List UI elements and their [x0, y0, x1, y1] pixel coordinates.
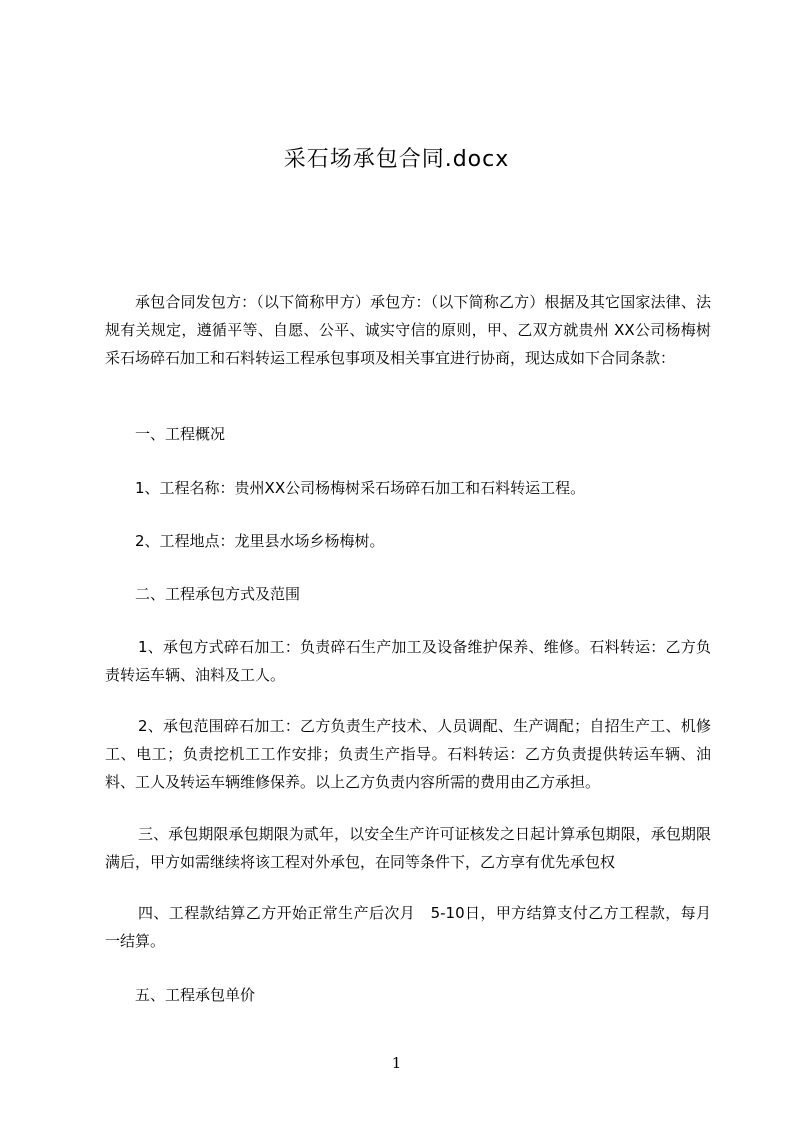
section1-item1: 1、工程名称：贵州XX公司杨梅树采石场碎石加工和石料转运工程。	[135, 479, 586, 497]
section2-heading: 二、工程承包方式及范围	[135, 585, 301, 603]
section2-item2: 2、承包范围碎石加工：乙方负责生产技术、人员调配、生产调配；自招生产工、机修工、电工；负责挖机工工作安排；负责生产指导。石料转运：乙方负责提供转运车辆、油料、工人及转运车辆维修保养。以上乙方负责内容所需的费用由乙方承担。	[105, 717, 711, 791]
section1-item2: 2、工程地点：龙里县水场乡杨梅树。	[135, 532, 385, 550]
intro-paragraph: 承包合同发包方：（以下简称甲方）承包方：（以下简称乙方）根据及其它国家法律、法规有关规定，遵循平等、自愿、公平、诚实守信的原则，甲、乙双方就贵州 XX公司杨梅树采石场碎石加工和石料转运工程承包事项及相关事宜进行协商，现达成如下合同条款：	[105, 293, 711, 367]
section1-heading: 一、工程概况	[135, 425, 226, 443]
section2-item1: 1、承包方式碎石加工：负责碎石生产加工及设备维护保养、维修。石料转运：乙方负责转运车辆、油料及工人。	[105, 638, 711, 684]
section4-paragraph: 四、工程款结算乙方开始正常生产后次月 5-10日，甲方结算支付乙方工程款，每月一结算。	[105, 904, 711, 950]
page-number: 1	[391, 1054, 402, 1072]
section3-paragraph: 三、承包期限承包期限为贰年，以安全生产许可证核发之日起计算承包期限，承包期限满后，甲方如需继续将该工程对外承包，在同等条件下，乙方享有优先承包权	[105, 825, 711, 871]
section5-heading: 五、工程承包单价	[135, 986, 256, 1004]
document-title: 采石场承包合同.docx	[283, 147, 510, 172]
